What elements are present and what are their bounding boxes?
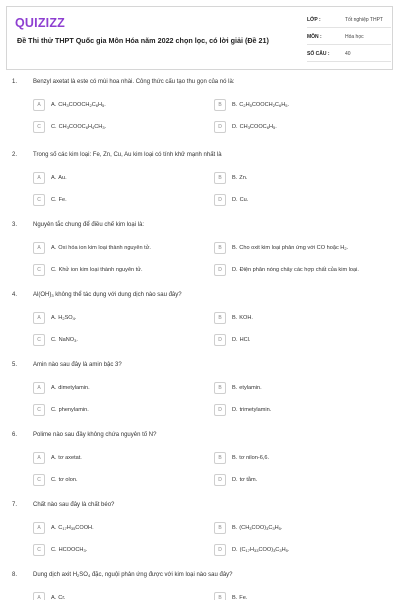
option-letter-box[interactable]: A <box>33 172 45 184</box>
option-label: D. <box>232 267 238 273</box>
option-body: etylamin. <box>239 385 262 391</box>
option-letter-box[interactable]: A <box>33 99 45 111</box>
option-text <box>232 175 247 181</box>
question-text: Amin nào sau đây là amin bậc 3? <box>33 362 122 368</box>
option-text <box>51 245 151 251</box>
option-body: tơ olon. <box>58 477 78 483</box>
option-letter-box[interactable]: C <box>33 264 45 276</box>
option-body: Cho oxit kim loại phản ứng với CO hoặc $H_2$. <box>239 245 349 251</box>
option-label: A. <box>51 245 57 251</box>
option-text <box>232 337 250 343</box>
option-letter-box[interactable]: B <box>214 522 226 534</box>
option-letter-box[interactable]: D <box>214 334 226 346</box>
option-label: D. <box>232 124 238 130</box>
option-text <box>232 315 253 321</box>
question-text: Polime nào sau đây không chứa nguyên tố N? <box>33 432 157 438</box>
quizizz-logo: QUIZIZZ <box>15 16 66 30</box>
option-text <box>232 477 257 483</box>
option-text <box>51 595 65 600</box>
option-label: B. <box>232 385 238 391</box>
option-label: B. <box>232 525 238 531</box>
option-text <box>51 197 67 203</box>
question-text: Nguyên tắc chung để điều chế kim loại là: <box>33 222 145 228</box>
option-text <box>232 385 262 391</box>
option-text <box>232 525 282 531</box>
option-letter-box[interactable]: A <box>33 592 45 600</box>
option-label: C. <box>51 477 57 483</box>
option-body: Fe. <box>239 595 248 600</box>
option-body: $(C_{17}H_{33}COO)_3C_3H_5$. <box>239 547 290 553</box>
option-text <box>51 525 94 531</box>
option-text <box>51 385 90 391</box>
option-text <box>232 102 289 108</box>
option-letter-box[interactable]: A <box>33 522 45 534</box>
option-text <box>232 124 277 130</box>
option-body: NaNO$_3$. <box>58 337 78 343</box>
option-body: Cu. <box>239 197 249 203</box>
option-label: A. <box>51 102 57 108</box>
worksheet-header <box>6 6 393 70</box>
option-body: tơ tằm. <box>239 477 258 483</box>
option-letter-box[interactable]: D <box>214 474 226 486</box>
option-body: dimetylamin. <box>58 385 90 391</box>
option-label: A. <box>51 525 57 531</box>
option-text <box>51 267 143 273</box>
option-text <box>51 547 87 553</box>
option-letter-box[interactable]: D <box>214 194 226 206</box>
meta-key: LỚP : <box>307 17 321 23</box>
option-label: D. <box>232 337 238 343</box>
option-letter-box[interactable]: D <box>214 121 226 133</box>
option-body: Oxi hóa ion kim loại thành nguyên tử. <box>58 245 151 251</box>
meta-key: SỐ CÂU : <box>307 51 330 57</box>
option-text <box>51 337 78 343</box>
option-letter-box[interactable]: D <box>214 264 226 276</box>
option-text <box>232 455 269 461</box>
question-number: 8. <box>12 572 18 578</box>
option-body: $H_2SO_4$. <box>58 315 77 321</box>
option-letter-box[interactable]: C <box>33 121 45 133</box>
question-number: 5. <box>12 362 18 368</box>
option-text <box>51 455 82 461</box>
meta-row-subject <box>307 32 391 45</box>
question-text: Trong số các kim loại: Fe, Zn, Cu, Au kim loại có tính khử mạnh nhất là <box>33 152 222 158</box>
option-text <box>232 197 248 203</box>
option-label: C. <box>51 267 57 273</box>
option-body: $CH_3COOC_6H_5$. <box>239 124 277 130</box>
option-body: $C_2H_5COOCH_2C_6H_5$. <box>239 102 290 108</box>
option-body: trimetylamin. <box>239 407 272 413</box>
option-label: C. <box>51 407 57 413</box>
option-text <box>232 407 271 413</box>
option-letter-box[interactable]: B <box>214 382 226 394</box>
option-body: tơ nilon-6,6. <box>239 455 270 461</box>
question-text: $Al(OH)_3$ không thể tác dụng với dung dịch nào sau đây? <box>33 292 182 298</box>
option-label: A. <box>51 455 57 461</box>
option-text <box>51 175 67 181</box>
option-letter-box[interactable]: D <box>214 404 226 416</box>
option-label: A. <box>51 315 57 321</box>
option-text <box>51 477 78 483</box>
question-text: Benzyl axetat là este có mùi hoa nhài. Công thức cấu tạo thu gọn của nó là: <box>33 79 235 85</box>
option-letter-box[interactable]: A <box>33 452 45 464</box>
question-text: Dung dịch axit $H_2SO_4$ đặc, nguội phản ứng được với kim loại nào sau đây? <box>33 572 233 578</box>
option-letter-box[interactable]: B <box>214 242 226 254</box>
option-letter-box[interactable]: A <box>33 382 45 394</box>
option-body: tơ axetat. <box>58 455 82 461</box>
worksheet-title: Đề Thi thử THPT Quốc gia Môn Hóa năm 2022 chọn lọc, có lời giải (Đề 21) <box>17 36 269 45</box>
option-body: Cr. <box>58 595 66 600</box>
option-label: B. <box>232 102 238 108</box>
option-text <box>232 595 247 600</box>
option-text <box>51 407 89 413</box>
option-body: HCl. <box>239 337 251 343</box>
option-body: KOH. <box>239 315 253 321</box>
option-body: Điện phân nóng chảy các hợp chất của kim loại. <box>239 267 359 273</box>
option-text <box>51 102 106 108</box>
option-letter-box[interactable]: B <box>214 452 226 464</box>
option-label: B. <box>232 245 238 251</box>
option-letter-box[interactable]: B <box>214 592 226 600</box>
option-label: D. <box>232 197 238 203</box>
meta-value: Hóa học <box>345 34 364 40</box>
option-label: C. <box>51 197 57 203</box>
meta-value: Tốt nghiệp THPT <box>345 17 383 23</box>
option-letter-box[interactable]: A <box>33 312 45 324</box>
option-label: D. <box>232 547 238 553</box>
question-number: 1. <box>12 79 18 85</box>
meta-key: MÔN : <box>307 34 322 40</box>
option-text <box>232 547 289 553</box>
option-text <box>51 315 76 321</box>
option-label: B. <box>232 175 238 181</box>
option-letter-box[interactable]: B <box>214 172 226 184</box>
option-body: $CH_3COOC_6H_4CH_3$. <box>58 124 107 130</box>
meta-row-count <box>307 49 391 62</box>
question-number: 6. <box>12 432 18 438</box>
option-body: Khử ion kim loại thành nguyên tử. <box>58 267 143 273</box>
option-label: A. <box>51 385 57 391</box>
meta-value: 40 <box>345 51 351 57</box>
question-number: 7. <box>12 502 18 508</box>
option-letter-box[interactable]: C <box>33 404 45 416</box>
option-body: Au. <box>58 175 67 181</box>
option-body: $(CH_3COO)_3C_3H_5$. <box>239 525 283 531</box>
question-number: 2. <box>12 152 18 158</box>
option-body: $HCOOCH_3$. <box>58 547 88 553</box>
option-letter-box[interactable]: C <box>33 194 45 206</box>
option-text <box>51 124 106 130</box>
meta-row-class <box>307 15 391 28</box>
option-label: D. <box>232 407 238 413</box>
option-letter-box[interactable]: C <box>33 474 45 486</box>
option-body: Fe. <box>58 197 67 203</box>
question-number: 4. <box>12 292 18 298</box>
option-body: $CH_3COOCH_2C_6H_5$. <box>58 102 106 108</box>
question-text: Chất nào sau đây là chất béo? <box>33 502 115 508</box>
option-body: $C_{17}H_{35}COOH$. <box>58 525 94 531</box>
option-body: phenylamin. <box>58 407 89 413</box>
option-letter-box[interactable]: B <box>214 312 226 324</box>
option-label: A. <box>51 175 57 181</box>
option-text <box>232 245 348 251</box>
option-label: B. <box>232 595 238 600</box>
question-number: 3. <box>12 222 18 228</box>
option-text <box>232 267 359 273</box>
option-label: A. <box>51 595 57 600</box>
option-label: C. <box>51 547 57 553</box>
option-letter-box[interactable]: D <box>214 544 226 556</box>
option-letter-box[interactable]: B <box>214 99 226 111</box>
option-letter-box[interactable]: C <box>33 334 45 346</box>
option-label: B. <box>232 455 238 461</box>
option-label: B. <box>232 315 238 321</box>
option-body: Zn. <box>239 175 248 181</box>
option-label: C. <box>51 337 57 343</box>
option-letter-box[interactable]: A <box>33 242 45 254</box>
option-letter-box[interactable]: C <box>33 544 45 556</box>
option-label: D. <box>232 477 238 483</box>
option-label: C. <box>51 124 57 130</box>
